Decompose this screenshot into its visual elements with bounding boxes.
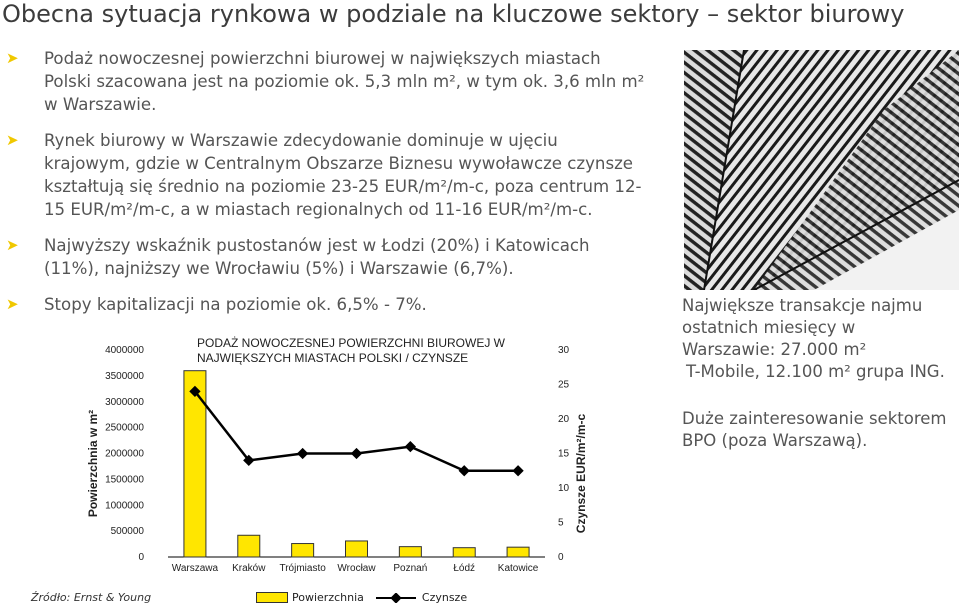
legend-label-bars: Powierzchnia xyxy=(292,591,364,604)
chart-title: PODAŻ NOWOCZESNEJ POWIERZCHNI BIUROWEJ W xyxy=(197,336,505,350)
bullet-item xyxy=(6,234,646,280)
supply-rent-chart xyxy=(80,330,600,580)
office-building-photo xyxy=(684,50,959,290)
y-tick-label: 4000000 xyxy=(105,345,144,356)
bar xyxy=(346,541,368,557)
y2-tick-label: 0 xyxy=(558,552,564,563)
legend-line-swatch xyxy=(374,593,418,603)
y2-tick-label: 5 xyxy=(558,517,564,529)
bar xyxy=(238,535,260,557)
legend-label-line: Czynsze xyxy=(421,591,468,604)
side-note-bpo xyxy=(682,408,957,452)
side-note-transactions xyxy=(682,295,957,383)
y-tick-label: 0 xyxy=(138,552,144,563)
y2-tick-label: 10 xyxy=(558,483,570,494)
bullet-text: Stopy kapitalizacji na poziomie ok. 6,5% - 7%. xyxy=(44,295,427,314)
y-tick-label: 3500000 xyxy=(105,370,144,382)
side-line: Duże zainteresowanie sektorem xyxy=(682,409,947,428)
arrow-bullet-icon: ➤ xyxy=(6,49,19,67)
y2-tick-label: 15 xyxy=(558,448,570,460)
chart-legend xyxy=(256,591,467,604)
bullet-text: Podaż nowoczesnej powierzchni biurowej w największych miastach Polski szacowana jest na poziomie ok. 5,3 mln m², w tym ok. 3,6 mln m² w Warszawie. xyxy=(44,49,645,114)
y-tick-label: 2500000 xyxy=(105,422,144,434)
side-line: Największe transakcje najmu xyxy=(682,296,923,315)
side-line: BPO (poza Warszawą). xyxy=(682,431,868,450)
y2-tick-label: 20 xyxy=(558,414,570,425)
side-line: T-Mobile, 12.100 m² grupa ING. xyxy=(686,362,945,381)
y-tick-label: 1500000 xyxy=(105,474,144,486)
rent-point xyxy=(297,448,308,459)
bar xyxy=(292,544,314,557)
bullet-text: Najwyższy wskaźnik pustostanów jest w Łodzi (20%) i Katowicach (11%), najniższy we Wrocławiu (5%) i Warszawie (6,7%). xyxy=(44,236,590,278)
bar xyxy=(184,371,206,557)
y-axis-title: Powierzchnia w m² xyxy=(86,409,100,518)
rent-point xyxy=(351,448,362,459)
legend-bar-swatch xyxy=(256,592,288,603)
page-title: Obecna sytuacja rynkowa w podziale na kluczowe sektory – sektor biurowy xyxy=(2,0,905,28)
rent-point xyxy=(405,441,416,452)
rent-point xyxy=(459,465,470,476)
y-tick-label: 2000000 xyxy=(105,448,144,460)
y-tick-label: 500000 xyxy=(110,526,144,538)
x-tick-label: Łódź xyxy=(453,563,476,574)
bar xyxy=(399,547,421,557)
bar xyxy=(453,548,475,557)
x-tick-label: Trójmiasto xyxy=(279,563,326,574)
x-tick-label: Kraków xyxy=(232,563,266,574)
bullet-item xyxy=(6,47,646,116)
x-tick-label: Warszawa xyxy=(171,563,219,574)
bullet-item xyxy=(6,293,646,316)
x-tick-label: Katowice xyxy=(497,563,539,574)
arrow-bullet-icon: ➤ xyxy=(6,295,19,313)
bullet-item xyxy=(6,129,646,221)
y2-axis-title: Czynsze EUR/m²/m-c xyxy=(574,413,588,534)
arrow-bullet-icon: ➤ xyxy=(6,236,19,254)
y2-tick-label: 25 xyxy=(558,379,570,391)
source-note: Źródło: Ernst & Young xyxy=(31,591,152,604)
chart-title: NAJWIĘKSZYCH MIASTACH POLSKI / CZYNSZE xyxy=(197,351,469,365)
bullet-list xyxy=(6,47,646,329)
side-line: ostatnich miesięcy w xyxy=(682,318,856,337)
arrow-bullet-icon: ➤ xyxy=(6,131,19,149)
bar xyxy=(507,547,529,557)
rent-point xyxy=(512,465,523,476)
side-line: Warszawie: 27.000 m² xyxy=(682,340,867,359)
x-tick-label: Wrocław xyxy=(337,563,376,574)
y2-tick-label: 30 xyxy=(558,345,570,356)
bullet-text: Rynek biurowy w Warszawie zdecydowanie dominuje w ujęciu krajowym, gdzie w Centralnym Obszarze Biznesu wywoławcze czynsze kształtują się średnio na poziomie 23-25 EUR/m²/m-c, poza centrum 12-15 EUR/m²/m-c, a w miastach regionalnych od 11-16 EUR/m²/m-c. xyxy=(44,131,642,219)
y-tick-label: 1000000 xyxy=(105,500,144,512)
y-tick-label: 3000000 xyxy=(105,396,144,408)
x-tick-label: Poznań xyxy=(393,563,428,574)
